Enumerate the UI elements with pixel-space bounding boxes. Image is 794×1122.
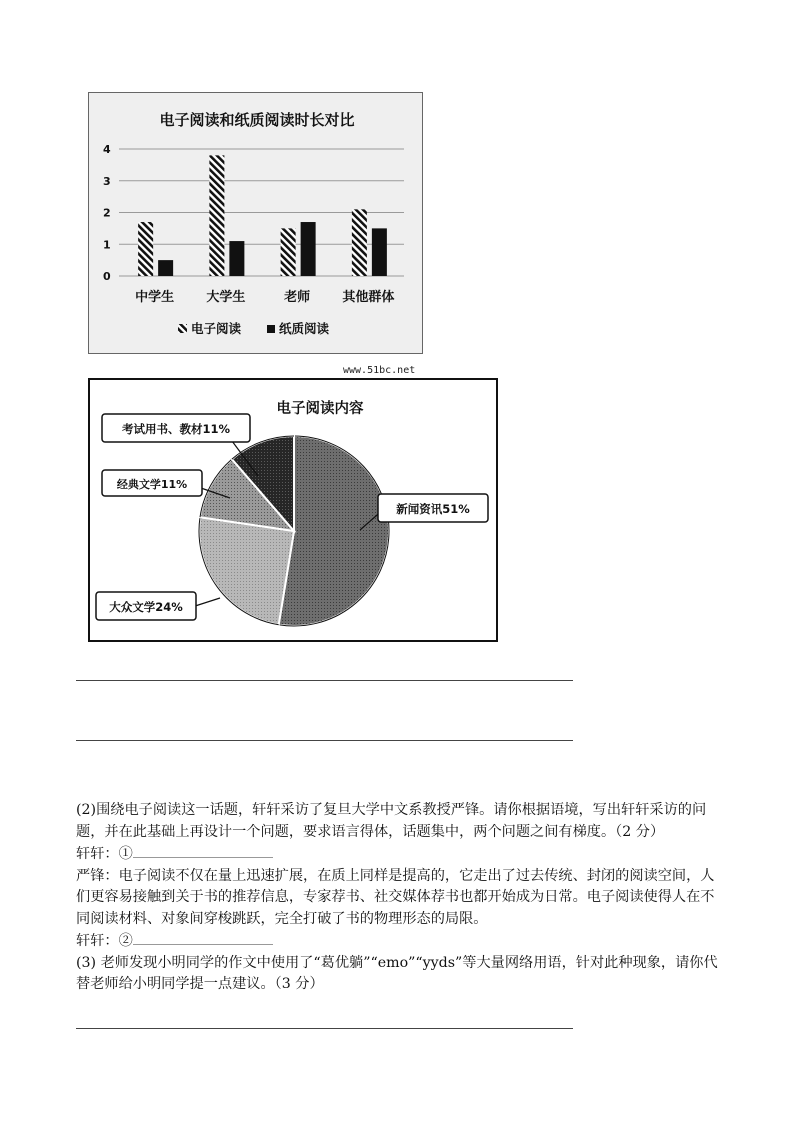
bar-electronic (352, 209, 367, 276)
y-tick-label: 3 (103, 174, 111, 188)
y-tick-label: 2 (103, 206, 111, 220)
bar-chart-svg (89, 93, 424, 355)
bars (138, 155, 387, 276)
label-news: 新闻资讯51% (396, 502, 470, 516)
q3-prompt: (3) 老师发现小明同学的作文中使用了“葛优躺”“emo”“yyds”等大量网络用语，针对此种现象，请你代替老师给小明同学提一点建议。（3 分） (76, 954, 718, 992)
watermark-text: www.51bc.net (343, 365, 416, 376)
bar-chart (88, 92, 423, 354)
bar-electronic (281, 228, 296, 276)
bar-paper (158, 260, 173, 276)
q2-line2-label: 轩轩：② (76, 933, 133, 949)
bar-paper (372, 228, 387, 276)
answer-line-3[interactable] (76, 1028, 573, 1029)
callout-popular-lit (96, 592, 220, 620)
bar-electronic (209, 155, 224, 276)
bar-electronic (138, 222, 153, 276)
x-category-label: 中学生 (135, 290, 175, 305)
q2-answer-2-row (76, 930, 726, 953)
y-tick-label: 4 (103, 143, 111, 156)
pie-title: 电子阅读内容 (276, 401, 364, 417)
q2-line1-label: 轩轩：① (76, 846, 133, 862)
answer-line-1[interactable] (76, 680, 573, 681)
question-2 (76, 800, 726, 996)
label-exam-books: 考试用书、教材11% (121, 422, 231, 436)
label-classic-lit: 经典文学11% (116, 478, 188, 491)
x-category-label: 老师 (284, 290, 311, 305)
legend-swatch-solid (267, 325, 275, 333)
x-category-label: 大学生 (206, 290, 246, 305)
y-axis-ticks (103, 143, 111, 283)
answer-line-2[interactable] (76, 740, 573, 741)
q2-prompt: (2)围绕电子阅读这一话题，轩轩采访了复旦大学中文系教授严锋。请你根据语境，写出轩轩采访的问题，并在此基础上再设计一个问题，要求语言得体，话题集中，两个问题之间有梯度。（2 分） (76, 802, 707, 840)
pie-slices (199, 436, 389, 626)
bar-paper (229, 241, 244, 276)
legend (178, 321, 330, 336)
label-popular-lit: 大众文学24% (109, 600, 183, 614)
q2-yan-feng-answer: 严锋：电子阅读不仅在量上迅速扩展，在质上同样是提高的，它走出了过去传统、封闭的阅读空间，人们更容易接触到关于书的推荐信息，专家荐书、社交媒体荐书也都开始成为日常。电子阅读使得人在不同阅读材料、对象间穿梭跳跃，完全打破了书的物理形态的局限。 (76, 867, 715, 927)
x-category-label: 其他群体 (342, 290, 395, 305)
bar-paper (301, 222, 316, 276)
pie-slice (199, 517, 294, 625)
q2-blank-2[interactable] (133, 930, 273, 945)
legend-label-paper: 纸质阅读 (279, 321, 330, 336)
y-tick-label: 0 (103, 270, 111, 283)
x-axis-labels (135, 289, 394, 305)
q2-blank-1[interactable] (133, 843, 273, 858)
legend-swatch-hatch (178, 324, 187, 333)
q2-answer-1-row (76, 843, 726, 866)
y-tick-label: 1 (103, 238, 111, 252)
pie-chart-svg (90, 380, 500, 644)
legend-label-electronic: 电子阅读 (191, 321, 242, 336)
chart-title: 电子阅读和纸质阅读时长对比 (159, 111, 355, 129)
pie-chart (88, 378, 498, 642)
